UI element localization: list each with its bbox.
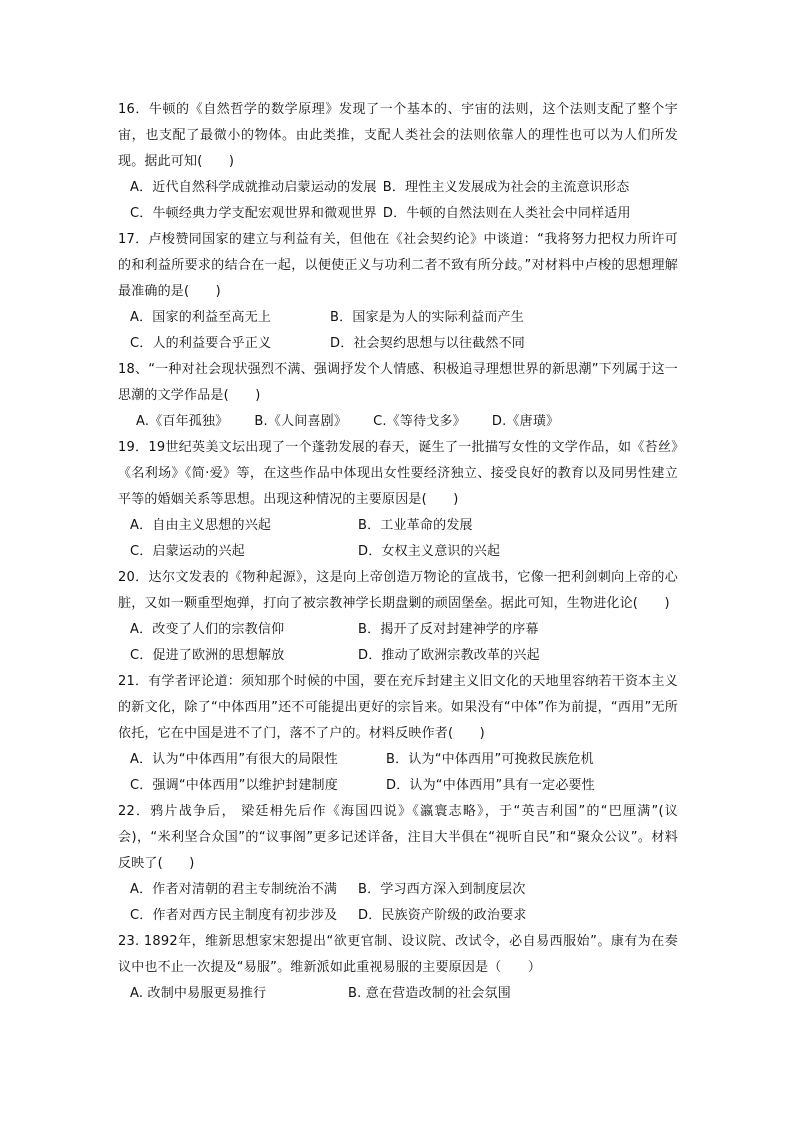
option-d: D．民族资产阶级的政治要求 xyxy=(358,908,527,923)
question-17 xyxy=(118,227,678,357)
question-options xyxy=(118,409,678,435)
option-d: D．推动了欧洲宗教改革的兴起 xyxy=(358,648,540,663)
option-a: A．改变了人们的宗教信仰 xyxy=(130,622,285,637)
question-22 xyxy=(118,799,678,929)
option-c: C．作者对西方民主制度有初步涉及 xyxy=(130,908,338,923)
option-b: B．认为“中体西用”可挽救民族危机 xyxy=(386,752,594,767)
question-options xyxy=(118,747,678,799)
option-a: A．国家的利益至高无上 xyxy=(130,310,272,325)
option-a: A．认为“中体西用”有很大的局限性 xyxy=(130,752,338,767)
option-d: D．女权主义意识的兴起 xyxy=(358,544,501,559)
option-c: C．启蒙运动的兴起 xyxy=(130,544,245,559)
option-c: C．促进了欧洲的思想解放 xyxy=(130,648,285,663)
option-c: C.《等待戈多》 xyxy=(373,414,466,429)
option-c: C．人的利益要合乎正义 xyxy=(130,336,272,351)
question-options xyxy=(118,877,678,929)
question-options xyxy=(118,175,678,227)
option-a: A.《百年孤独》 xyxy=(136,414,229,429)
option-c: C．牛顿经典力学支配宏观世界和微观世界 xyxy=(130,206,377,221)
option-a: A．近代自然科学成就推动启蒙运动的发展 xyxy=(130,180,377,195)
option-d: D.《唐璜》 xyxy=(491,414,560,429)
option-c: C．强调“中体西用”以维护封建制度 xyxy=(130,778,338,793)
question-options xyxy=(118,617,678,669)
option-b: B.《人间喜剧》 xyxy=(254,414,348,429)
option-b: B．国家是为人的实际利益而产生 xyxy=(330,310,524,325)
option-b: B．揭开了反对封建神学的序幕 xyxy=(358,622,539,637)
question-stem: 22．鸦片战争后， 梁廷枏先后作《海国四说》《瀛寰志略》，于“英吉利国”的“巴厘满”(议会)，“米利坚合众国”的“议事阁”更多记述详备，注目大半俱在“视听自民”和“聚众公议”。材料反映了( ) xyxy=(118,804,678,871)
question-16 xyxy=(118,97,678,227)
option-a: A. 改制中易服更易推行 xyxy=(130,986,267,1001)
question-21 xyxy=(118,669,678,799)
question-stem: 21．有学者评论道：须知那个时候的中国，要在充斥封建主义旧文化的天地里容纳若干资本主义的新文化，除了“中体西用”还不可能提出更好的宗旨来。如果没有“中体”作为前提，“西用”无所依托，它在中国是进不了门，落不了户的。材料反映作者( ) xyxy=(118,674,678,741)
option-d: D．认为“中体西用”具有一定必要性 xyxy=(386,778,595,793)
question-18 xyxy=(118,357,678,435)
option-d: D．社会契约思想与以往截然不同 xyxy=(330,336,526,351)
option-a: A．自由主义思想的兴起 xyxy=(130,518,272,533)
question-stem: 19．19世纪英美文坛出现了一个蓬勃发展的春天，诞生了一批描写女性的文学作品，如《苔丝》《名利场》《简·爱》等，在这些作品中体现出女性要经济独立、接受良好的教育以及同男性建立平等的婚姻关系等思想。出现这种情况的主要原因是( ) xyxy=(118,440,678,507)
question-stem: 17．卢梭赞同国家的建立与利益有关，但他在《社会契约论》中谈道：“我将努力把权力所许可的和利益所要求的结合在一起，以便使正义与功利二者不致有所分歧。”对材料中卢梭的思想理解最准确的是( ) xyxy=(118,232,678,299)
option-d: D．牛顿的自然法则在人类社会中同样适用 xyxy=(382,206,631,221)
option-b: B．理性主义发展成为社会的主流意识形态 xyxy=(382,180,630,195)
option-b: B. 意在营造改制的社会氛围 xyxy=(348,986,511,1001)
option-b: B．学习西方深入到制度层次 xyxy=(358,882,526,897)
question-stem: 16．牛顿的《自然哲学的数学原理》发现了一个基本的、宇宙的法则，这个法则支配了整个宇宙，也支配了最微小的物体。由此类推，支配人类社会的法则依靠人的理性也可以为人们所发现。据此可知( ) xyxy=(118,102,678,169)
question-20 xyxy=(118,565,678,669)
question-stem: 20．达尔文发表的《物种起源》，这是向上帝创造万物论的宣战书，它像一把利剑刺向上帝的心脏，又如一颗重型炮弹，打向了被宗教神学长期盘剿的顽固堡垒。据此可知，生物进化论( ) xyxy=(118,570,678,611)
option-a: A．作者对清朝的君主专制统治不满 xyxy=(130,882,338,897)
question-19 xyxy=(118,435,678,565)
question-options xyxy=(118,305,678,357)
option-b: B．工业革命的发展 xyxy=(358,518,473,533)
question-23 xyxy=(118,929,678,1007)
question-stem: 18、“一种对社会现状强烈不满、强调抒发个人情感、积极追寻理想世界的新思潮”下列属于这一思潮的文学作品是( ) xyxy=(118,362,678,403)
question-options xyxy=(118,981,678,1007)
question-options xyxy=(118,513,678,565)
question-stem: 23. 1892年，维新思想家宋恕提出“欲更官制、设议院、改试令，必自易西服始”。康有为在奏议中也不止一次提及“易服”。维新派如此重视易服的主要原因是（ ） xyxy=(118,934,678,975)
